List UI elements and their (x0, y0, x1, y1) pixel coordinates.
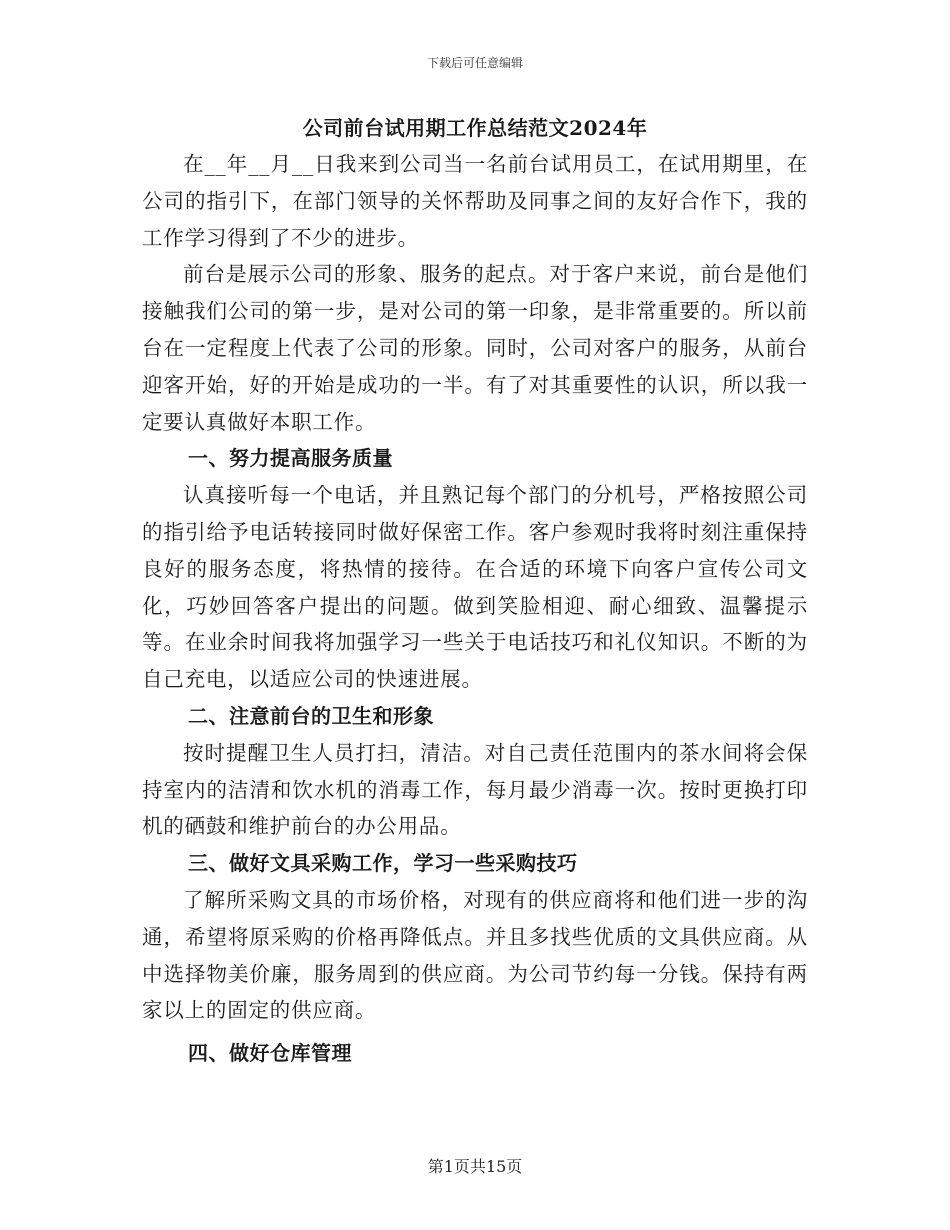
paragraph-service-quality: 认真接听每一个电话，并且熟记每个部门的分机号，严格按照公司的指引给予电话转接同时做好保密工作。客户参观时我将时刻注重保持良好的服务态度，将热情的接待。在合适的环境下向客户宣传公司文化，巧妙回答客户提出的问题。做到笑脸相迎、耐心细致、温馨提示等。在业余时间我将加强学习一些关于电话技巧和礼仪知识。不断的为自己充电，以适应公司的快速进展。 (142, 483, 808, 692)
section-heading-purchasing: 三、做好文具采购工作，学习一些采购技巧 (188, 851, 578, 876)
document-title: 公司前台试用期工作总结范文2024年 (302, 116, 648, 140)
paragraph-intro: 在__年__月__日我来到公司当一名前台试用员工，在试用期里，在公司的指引下，在部门领导的关怀帮助及同事之间的友好合作下，我的工作学习得到了不少的进步。 (142, 152, 808, 250)
paragraph-purchasing: 了解所采购文具的市场价格，对现有的供应商将和他们进一步的沟通，希望将原采购的价格再降低点。并且多找些优质的文具供应商。从中选择物美价廉，服务周到的供应商。为公司节约每一分钱。保持有两家以上的固定的供应商。 (142, 887, 808, 1023)
header-note: 下载后可任意编辑 (426, 56, 523, 70)
section-heading-warehouse: 四、做好仓库管理 (188, 1041, 352, 1066)
paragraph-hygiene: 按时提醒卫生人员打扫，清洁。对自己责任范围内的茶水间将会保持室内的洁清和饮水机的消毒工作，每月最少消毒一次。按时更换打印机的硒鼓和维护前台的办公用品。 (142, 740, 808, 839)
paragraph-front-desk-importance: 前台是展示公司的形象、服务的起点。对于客户来说，前台是他们接触我们公司的第一步，是对公司的第一印象，是非常重要的。所以前台在一定程度上代表了公司的形象。同时，公司对客户的服务，从前台迎客开始，好的开始是成功的一半。有了对其重要性的认识，所以我一定要认真做好本职工作。 (142, 262, 808, 434)
section-heading-hygiene: 二、注意前台的卫生和形象 (188, 703, 434, 728)
document-body (142, 112, 808, 1072)
section-heading-service-quality: 一、努力提高服务质量 (188, 446, 393, 471)
page-footer: 第1页共15页 (427, 1157, 523, 1176)
